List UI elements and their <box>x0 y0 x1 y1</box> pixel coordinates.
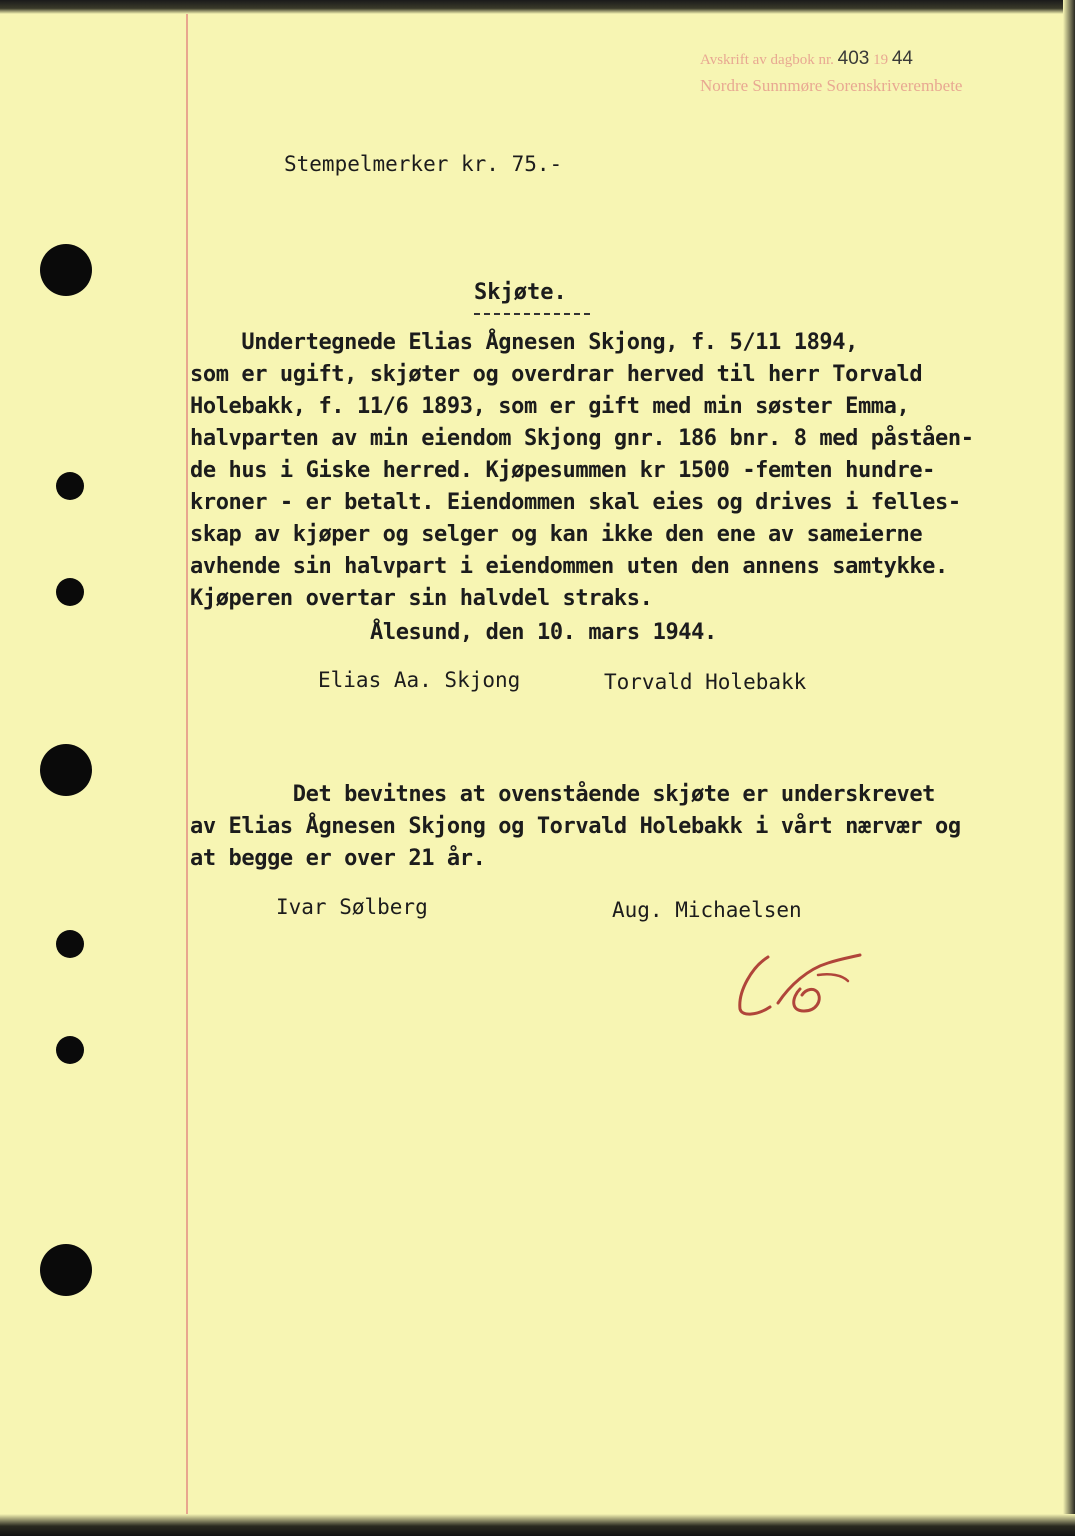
stamp-prefix: Avskrift av dagbok nr. <box>700 52 834 68</box>
punch-hole <box>56 1036 84 1064</box>
scan-right-edge <box>1063 0 1075 1536</box>
punch-hole <box>40 744 92 796</box>
stamp-year-prefix: 19 <box>873 52 889 68</box>
punch-hole <box>40 1244 92 1296</box>
witness-line: av Elias Ågnesen Skjong og Torvald Holebakk i vårt nærvær og <box>190 814 961 839</box>
place-date: Ålesund, den 10. mars 1944. <box>370 620 717 645</box>
deed-line: de hus i Giske herred. Kjøpesummen kr 1500 -femten hundre- <box>190 458 936 483</box>
scan-bottom-edge <box>0 1514 1075 1536</box>
stamp-number: 403 <box>837 48 870 69</box>
deed-line: skap av kjøper og selger og kan ikke den ene av sameierne <box>190 522 923 547</box>
buyer-signature: Torvald Holebakk <box>604 670 807 694</box>
witness-signature-1: Ivar Sølberg <box>276 895 428 919</box>
stamp-duty-line: Stempelmerker kr. 75.- <box>284 152 563 176</box>
stamp-year: 44 <box>891 48 913 69</box>
stamp-office: Nordre Sunnmøre Sorenskriverembete <box>700 76 963 95</box>
margin-line <box>186 14 188 1514</box>
deed-line: kroner - er betalt. Eiendommen skal eies og drives i felles- <box>190 490 961 515</box>
punch-hole <box>56 472 84 500</box>
witness-line: Det bevitnes at ovenstående skjøte er underskrevet <box>190 782 936 807</box>
deed-line: som er ugift, skjøter og overdrar herved til herr Torvald <box>190 362 923 387</box>
document-title: Skjøte. <box>474 280 567 305</box>
witness-signature-2: Aug. Michaelsen <box>612 898 802 922</box>
punch-hole <box>56 578 84 606</box>
deed-line: avhende sin halvpart i eiendommen uten den annens samtykke. <box>190 554 948 579</box>
scan-top-edge <box>0 0 1075 14</box>
deed-line: Undertegnede Elias Ågnesen Skjong, f. 5/11 1894, <box>190 330 858 355</box>
punch-hole <box>40 244 92 296</box>
handwritten-initials <box>730 945 870 1025</box>
title-underline <box>474 313 590 315</box>
deed-line: Holebakk, f. 11/6 1893, som er gift med min søster Emma, <box>190 394 910 419</box>
registry-stamp <box>700 48 913 70</box>
deed-line: halvparten av min eiendom Skjong gnr. 186 bnr. 8 med påståen- <box>190 426 974 451</box>
punch-hole <box>56 930 84 958</box>
witness-line: at begge er over 21 år. <box>190 846 486 871</box>
deed-line: Kjøperen overtar sin halvdel straks. <box>190 586 653 611</box>
seller-signature: Elias Aa. Skjong <box>318 668 521 692</box>
